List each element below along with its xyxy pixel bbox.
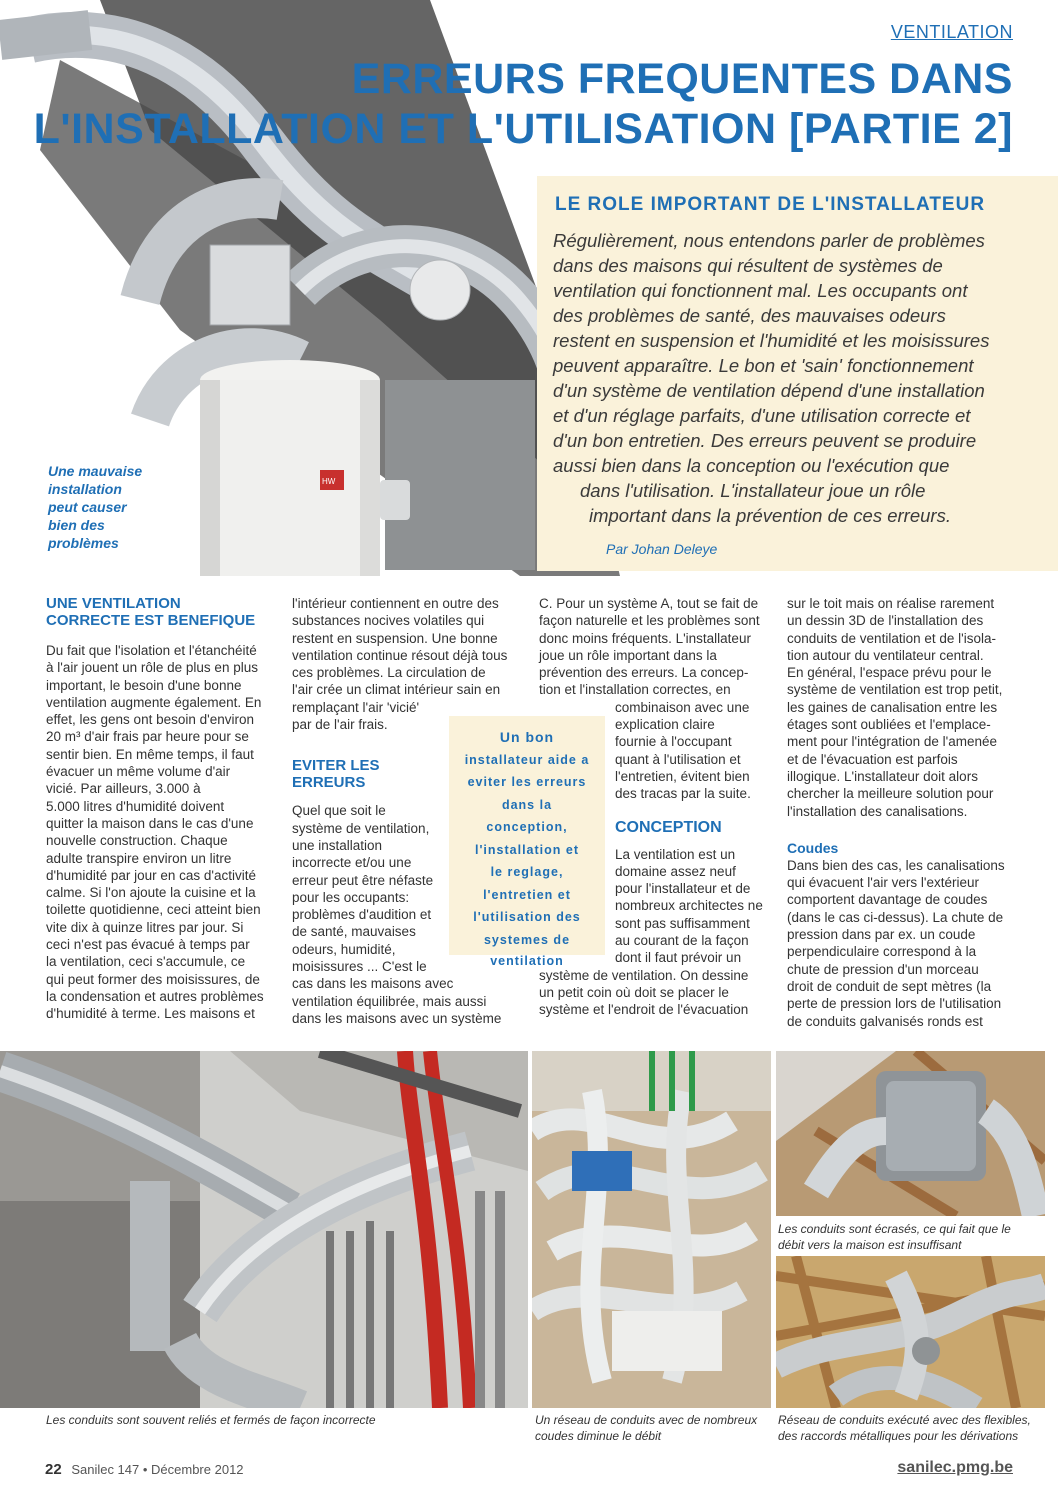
col2-line: problèmes d'audition et xyxy=(292,907,432,923)
col1-line: ceci n'est pas évacué à temps par xyxy=(46,937,250,953)
photo-bottom-middle xyxy=(532,1051,771,1408)
col4-line: de conduits galvanisés ronds est xyxy=(787,1013,983,1029)
col1-line: toilette quotidienne, ceci atteint bien xyxy=(46,902,261,918)
col4-line: tion autour du ventilateur central. xyxy=(787,647,984,663)
intro-line: important dans la prévention de ces erreurs. xyxy=(589,505,951,526)
col4-line: chute de pression d'un morceau xyxy=(787,961,979,977)
intro-line: et d'un réglage parfaits, d'une utilisation correcte et xyxy=(553,405,971,426)
title-line-2: L'INSTALLATION ET L'UTILISATION [PARTIE 2] xyxy=(33,105,1013,153)
col3-line: au courant de la façon xyxy=(615,933,749,949)
col3-line: un petit coin où doit se placer le xyxy=(539,984,729,1000)
intro-line: d'un bon entretien. Des erreurs peuvent se produire xyxy=(553,430,977,451)
col3-line: dont il faut prévoir un xyxy=(615,950,742,966)
col2-line: restent en suspension. Une bonne xyxy=(292,630,498,646)
col1-line: la ventilation, ceci s'accumule, ce xyxy=(46,954,246,970)
col4-line: Dans bien des cas, les canalisations xyxy=(787,857,1005,873)
caption-line: débit vers la maison est insuffisant xyxy=(778,1238,962,1252)
col3-line: système et l'endroit de l'évacuation xyxy=(539,1002,749,1018)
site-link[interactable]: sanilec.pmg.be xyxy=(897,1459,1013,1476)
col2-line: remplaçant l'air 'vicié' xyxy=(292,699,420,715)
photo-right-bottom xyxy=(776,1256,1045,1408)
col2-line: l'intérieur contiennent en outre des xyxy=(292,596,499,611)
top-photo-caption: Une mauvaise installation peut causer bien des problèmes xyxy=(48,463,143,551)
col3-line: prévention des erreurs. La concep- xyxy=(539,665,749,681)
col1-line: 20 m³ d'air frais par heure pour se xyxy=(46,729,249,745)
col4-line: sur le toit mais on réalise rarement xyxy=(787,596,995,611)
col1-line: adulte transpire environ un litre xyxy=(46,850,232,866)
col3-line: domaine assez neuf xyxy=(615,863,736,879)
col4-heading: Coudes xyxy=(787,839,839,856)
col1-line: d'humidité à terme. Les maisons et xyxy=(46,1006,255,1022)
col4-line: étages sont oubliées et l'emplace- xyxy=(787,717,991,733)
col2-line: incorrecte et/ou une xyxy=(292,855,412,871)
col3-line: combinaison avec une xyxy=(615,699,750,715)
col1-line: nouvelle construction. Chaque xyxy=(46,833,228,849)
pull-quote-line: l'utilisation des xyxy=(473,910,581,924)
col4-line: chercher la meilleure solution pour xyxy=(787,786,994,802)
col3-heading: CONCEPTION xyxy=(615,818,722,836)
caption-right-top xyxy=(778,1221,1011,1253)
col4-line: conduits de ventilation et de l'isola- xyxy=(787,630,996,646)
col2-line: cas dans les maisons avec xyxy=(292,976,454,992)
intro-line: des problèmes de santé, des mauvaises odeurs xyxy=(553,305,946,326)
photo-bottom-left xyxy=(0,1051,528,1408)
caption-bottom-left: Les conduits sont souvent reliés et fermés de façon incorrecte xyxy=(46,1413,376,1427)
column-1 xyxy=(46,595,276,1023)
footer-left xyxy=(45,1461,244,1478)
col3-line: des tracas par la suite. xyxy=(615,786,751,802)
pull-quote-line: le reglage, xyxy=(490,865,564,879)
col2-line: ces problèmes. La circulation de xyxy=(292,665,486,681)
col4-line: les gaines de canalisation entre les xyxy=(787,699,998,715)
col2-line: l'air crée un climat intérieur sain en xyxy=(292,682,501,698)
intro-line: Régulièrement, nous entendons parler de problèmes xyxy=(553,230,985,251)
pull-quote-line: Un bon xyxy=(499,729,555,745)
col3-line: pour l'installateur et de xyxy=(615,881,751,897)
col1-line: d'humidité par jour en cas d'activité xyxy=(46,867,257,883)
col1-line: vicié. Par ailleurs, 3.000 à xyxy=(46,781,201,797)
col3-line: sont pas suffisamment xyxy=(615,915,750,931)
col3-line: tion et l'installation correctes, en xyxy=(539,682,731,698)
pull-quote-line: eviter les erreurs xyxy=(467,775,587,789)
caption-line: coudes diminue le débit xyxy=(535,1429,662,1443)
intro-heading: LE ROLE IMPORTANT DE L'INSTALLATEUR xyxy=(555,194,986,215)
col1-line: Du fait que l'isolation et l'étanchéité xyxy=(46,643,257,658)
caption-line: Réseau de conduits exécuté avec des flexibles, xyxy=(778,1413,1031,1427)
col1-line: important, le besoin d'une bonne xyxy=(46,677,242,693)
col1-line: la condensation et autres problèmes xyxy=(46,988,264,1004)
col1-line: 5.000 litres d'humidité doivent xyxy=(46,798,225,814)
pull-quote-line: l'entretien et xyxy=(483,888,571,902)
intro-line: dans des maisons qui résultent de systèmes de xyxy=(553,255,943,276)
col3-line: fournie à l'occupant xyxy=(615,734,732,750)
magazine-info: Sanilec 147 • Décembre 2012 xyxy=(71,1462,244,1477)
caption-line: Un réseau de conduits avec de nombreux xyxy=(535,1413,758,1427)
col4-line: et de l'évacuation est parfois xyxy=(787,751,958,767)
byline: Par Johan Deleye xyxy=(606,541,718,557)
column-3 xyxy=(539,595,774,1019)
intro-line: restent en suspension et l'humidité et les moisissures xyxy=(553,330,990,351)
col4-line: ment pour l'intégration de l'amenée xyxy=(787,734,998,750)
col2-line: dans les maisons avec un système xyxy=(292,1010,502,1026)
hw-label: HW xyxy=(322,477,336,486)
intro-line: aussi bien dans la conception ou l'exécution que xyxy=(553,455,950,476)
title-line-1: ERREURS FREQUENTES DANS xyxy=(351,55,1013,103)
col4-line: perpendiculaire correspond à la xyxy=(787,944,977,960)
col3-line: explication claire xyxy=(615,717,715,733)
col1-line: qui peut former des moisissures, de xyxy=(46,971,260,987)
col1-line: évacuer un même volume d'air xyxy=(46,764,231,780)
col2-line: ventilation équilibrée, mais aussi xyxy=(292,993,487,1009)
pull-quote-line: l'installation et xyxy=(474,843,579,857)
page-title xyxy=(34,54,1013,154)
col4-line: un dessin 3D de l'installation des xyxy=(787,613,984,629)
col2-line: Quel que soit le xyxy=(292,803,386,819)
col2-line: odeurs, humidité, xyxy=(292,941,396,957)
col2-line: moisissures ... C'est le xyxy=(292,959,427,975)
col1-line: calme. Si l'on ajoute la cuisine et la xyxy=(46,885,256,901)
col1-line: vite dix à quinze litres par jour. Si xyxy=(46,919,244,935)
col4-line: comportent davantage de coudes xyxy=(787,892,988,908)
col3-line: joue un rôle important dans la xyxy=(539,647,717,663)
col4-line: En général, l'espace prévu pour le xyxy=(787,665,992,681)
col2-heading-l1: EVITER LES xyxy=(292,757,380,775)
pull-quote-line: ventilation xyxy=(490,954,564,968)
col4-line: illogique. L'installateur doit alors xyxy=(787,768,978,784)
col1-line: effet, les gens ont besoin d'environ xyxy=(46,712,254,728)
photo-right-top xyxy=(776,1051,1045,1216)
col2-line: ventilation continue résout déjà tous xyxy=(292,647,508,663)
col4-line: droit de conduit de sept mètres (la xyxy=(787,978,992,994)
intro-line: peuvent apparaître. Le bon et 'sain' fonctionnement xyxy=(553,355,974,376)
col2-line: substances nocives volatiles qui xyxy=(292,613,485,629)
col3-line: quant à l'utilisation et xyxy=(615,751,741,767)
col1-line: quitter la maison dans le cas d'une xyxy=(46,815,254,831)
col3-line: La ventilation est un xyxy=(615,846,736,862)
pull-quote-line: systemes de xyxy=(483,933,571,947)
col3-line: façon naturelle et les problèmes sont xyxy=(539,613,760,629)
pull-quote-line: installateur aide a xyxy=(464,753,590,767)
col2-line: une installation xyxy=(292,837,383,853)
col4-line: pression dans par ex. un coude xyxy=(787,927,976,943)
col1-heading-l1: UNE VENTILATION xyxy=(46,595,181,612)
col1-line: ventilation augmente également. En xyxy=(46,694,262,710)
col4-line: qui évacuent l'air vers l'extérieur xyxy=(787,875,979,891)
intro-line: d'un système de ventilation dépend d'une installation xyxy=(553,380,985,401)
col2-line: de santé, mauvaises xyxy=(292,924,416,940)
caption-bottom-right xyxy=(778,1412,1031,1444)
col2-line: erreur peut être néfaste xyxy=(292,872,434,888)
col1-heading-l2: CORRECTE EST BENEFIQUE xyxy=(46,612,256,629)
col3-line: donc moins fréquents. L'installateur xyxy=(539,630,751,646)
col3-line: C. Pour un système A, tout se fait de xyxy=(539,596,759,611)
section-tag[interactable]: VENTILATION xyxy=(890,22,1013,42)
col4-line: système de ventilation est trop petit, xyxy=(787,682,1003,698)
intro-line: dans l'utilisation. L'installateur joue un rôle xyxy=(580,480,926,501)
col1-line: à l'air jouent un rôle de plus en plus xyxy=(46,660,258,676)
col2-heading-l2: ERREURS xyxy=(292,774,366,792)
col4-line: perte de pression lors de l'utilisation xyxy=(787,996,1002,1012)
col2-line: par de l'air frais. xyxy=(292,717,388,733)
column-4 xyxy=(787,595,1022,1030)
col2-line: système de ventilation, xyxy=(292,820,430,836)
col3-line: l'entretien, évitent bien xyxy=(615,768,750,784)
caption-line: Les conduits sont écrasés, ce qui fait que le xyxy=(778,1222,1011,1236)
col3-line: nombreux architectes ne xyxy=(615,898,763,914)
col1-line: sentir bien. En même temps, il faut xyxy=(46,746,254,762)
page-number: 22 xyxy=(45,1461,62,1478)
col2-line: pour les occupants: xyxy=(292,889,410,905)
pull-quote-line: dans la xyxy=(501,798,553,812)
col4-line: l'installation des canalisations. xyxy=(787,803,968,819)
intro-line: ventilation qui fonctionnent mal. Les occupants ont xyxy=(553,280,968,301)
col4-line: (dans le cas ci-dessus). La chute de xyxy=(787,909,1004,925)
caption-bottom-middle xyxy=(535,1412,757,1444)
caption-line: des raccords métalliques pour les dérivations xyxy=(778,1429,1019,1443)
col3-line: système de ventilation. On dessine xyxy=(539,967,749,983)
pull-quote-line: conception, xyxy=(486,820,568,834)
